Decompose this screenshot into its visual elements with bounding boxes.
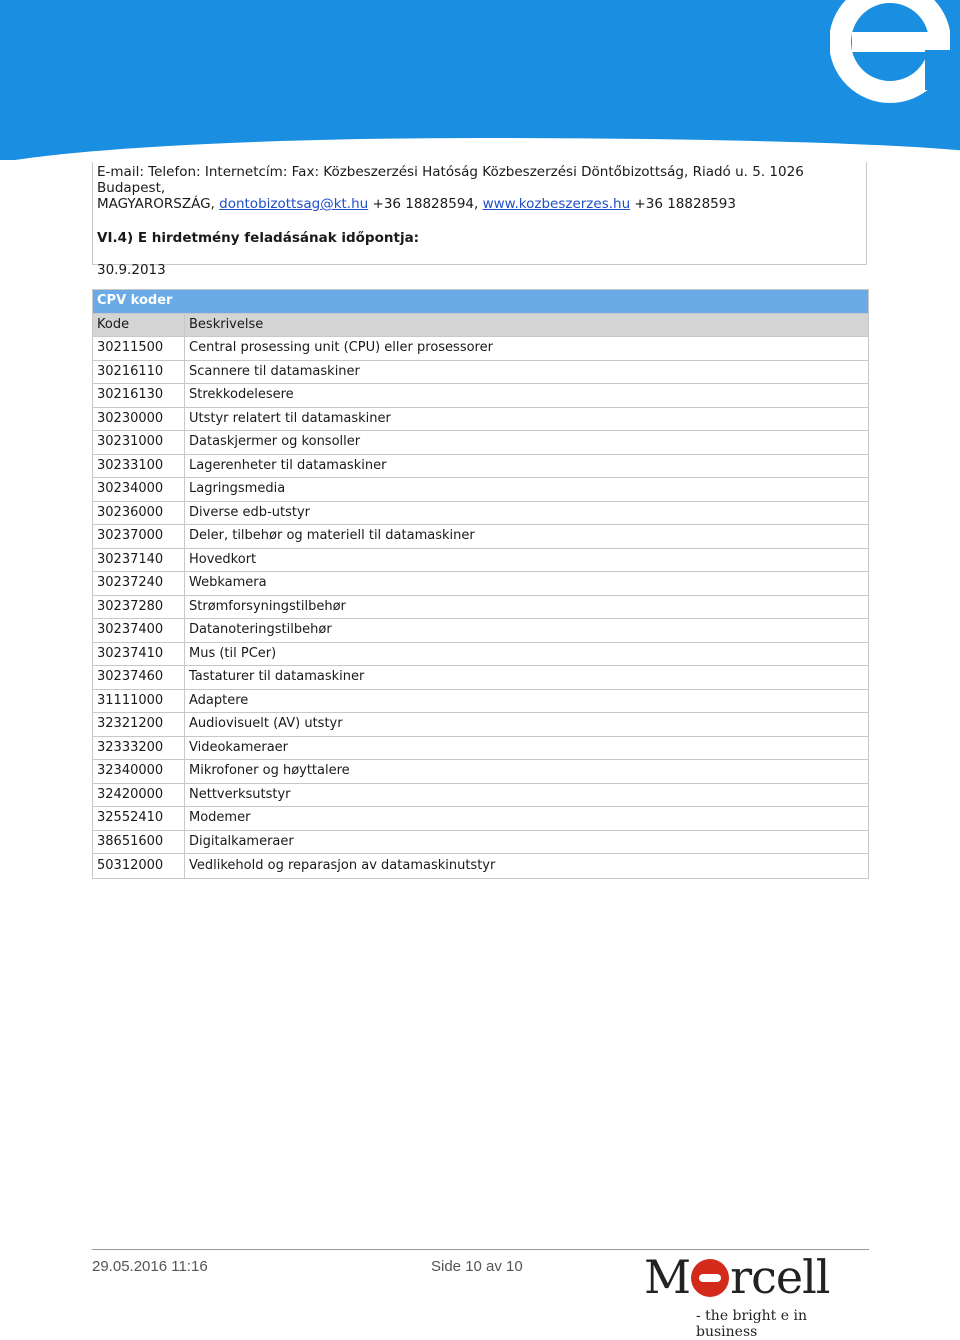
cpv-description-cell: Lagringsmedia <box>185 478 869 502</box>
cpv-description-cell: Utstyr relatert til datamaskiner <box>185 407 869 431</box>
cpv-code-cell: 30237410 <box>93 642 185 666</box>
cpv-code-cell: 30216130 <box>93 384 185 408</box>
cpv-title-row <box>93 290 869 314</box>
table-row <box>93 595 869 619</box>
table-row <box>93 783 869 807</box>
mercell-logo <box>644 1250 864 1340</box>
cpv-description-cell: Vedlikehold og reparasjon av datamaskinutstyr <box>185 854 869 879</box>
cpv-table <box>92 289 869 879</box>
cpv-description-cell: Digitalkameraer <box>185 830 869 854</box>
country-text: MAGYARORSZÁG, <box>97 196 220 212</box>
cpv-code-cell: 30237000 <box>93 525 185 549</box>
cpv-code-cell: 30230000 <box>93 407 185 431</box>
red-e-icon <box>691 1259 729 1297</box>
cpv-description-cell: Adaptere <box>185 689 869 713</box>
cpv-code-cell: 30237240 <box>93 572 185 596</box>
cpv-code-cell: 32420000 <box>93 783 185 807</box>
cpv-code-cell: 30216110 <box>93 360 185 384</box>
cpv-description-cell: Mus (til PCer) <box>185 642 869 666</box>
cpv-code-cell: 30234000 <box>93 478 185 502</box>
mercell-wordmark <box>644 1252 830 1302</box>
cpv-description-cell: Deler, tilbehør og materiell til datamaskiner <box>185 525 869 549</box>
cpv-description-cell: Central prosessing unit (CPU) eller prosessorer <box>185 337 869 361</box>
cpv-code-cell: 32552410 <box>93 807 185 831</box>
phone-text: +36 18828594, <box>368 196 483 212</box>
email-link[interactable]: dontobizottsag@kt.hu <box>219 196 369 212</box>
table-row <box>93 642 869 666</box>
cpv-header-row <box>93 313 869 337</box>
cpv-code-cell: 31111000 <box>93 689 185 713</box>
cpv-description-cell: Audiovisuelt (AV) utstyr <box>185 713 869 737</box>
table-row <box>93 736 869 760</box>
table-row <box>93 854 869 879</box>
header-banner <box>0 0 960 160</box>
table-row <box>93 572 869 596</box>
table-row <box>93 360 869 384</box>
table-row <box>93 384 869 408</box>
cpv-code-cell: 50312000 <box>93 854 185 879</box>
cpv-code-cell: 30237140 <box>93 548 185 572</box>
cpv-code-cell: 30237280 <box>93 595 185 619</box>
fax-text: +36 18828593 <box>630 196 736 212</box>
cpv-description-cell: Lagerenheter til datamaskiner <box>185 454 869 478</box>
contact-line-2 <box>97 196 862 212</box>
table-row <box>93 431 869 455</box>
contact-info-box <box>92 162 867 278</box>
table-row <box>93 760 869 784</box>
cpv-code-cell: 30233100 <box>93 454 185 478</box>
contact-line-1: E-mail: Telefon: Internetcím: Fax: Közbeszerzési Hatóság Közbeszerzési Döntőbizottság, Riadó u. 5. 1026 Budapest, <box>97 164 804 196</box>
cpv-description-cell: Mikrofoner og høyttalere <box>185 760 869 784</box>
column-header-code: Kode <box>93 313 185 337</box>
cpv-description-cell: Strekkodelesere <box>185 384 869 408</box>
table-row <box>93 619 869 643</box>
website-link[interactable]: www.kozbeszerzes.hu <box>482 196 631 212</box>
cpv-description-cell: Strømforsyningstilbehør <box>185 595 869 619</box>
cpv-description-cell: Webkamera <box>185 572 869 596</box>
cpv-title: CPV koder <box>93 290 869 314</box>
cpv-description-cell: Tastaturer til datamaskiner <box>185 666 869 690</box>
footer-timestamp: 29.05.2016 11:16 <box>92 1258 208 1275</box>
banner-curve <box>0 138 960 160</box>
table-row <box>93 830 869 854</box>
cpv-code-cell: 38651600 <box>93 830 185 854</box>
cpv-code-cell: 30237400 <box>93 619 185 643</box>
mercell-tagline: - the bright e in business <box>696 1308 807 1340</box>
footer-page-number: Side 10 av 10 <box>431 1258 523 1275</box>
cpv-description-cell: Modemer <box>185 807 869 831</box>
cpv-description-cell: Dataskjermer og konsoller <box>185 431 869 455</box>
cpv-description-cell: Datanoteringstilbehør <box>185 619 869 643</box>
cpv-code-cell: 32333200 <box>93 736 185 760</box>
table-row <box>93 807 869 831</box>
table-row <box>93 666 869 690</box>
table-row <box>93 525 869 549</box>
table-row <box>93 478 869 502</box>
table-row <box>93 407 869 431</box>
cpv-description-cell: Videokameraer <box>185 736 869 760</box>
cpv-code-cell: 30236000 <box>93 501 185 525</box>
table-row <box>93 454 869 478</box>
cpv-description-cell: Scannere til datamaskiner <box>185 360 869 384</box>
brand-suffix: rcell <box>730 1250 830 1304</box>
brand-prefix: M <box>644 1250 691 1304</box>
table-row <box>93 713 869 737</box>
column-header-description: Beskrivelse <box>185 313 869 337</box>
cpv-description-cell: Diverse edb-utstyr <box>185 501 869 525</box>
table-row <box>93 548 869 572</box>
cpv-code-cell: 32321200 <box>93 713 185 737</box>
table-row <box>93 689 869 713</box>
cpv-description-cell: Nettverksutstyr <box>185 783 869 807</box>
cpv-code-cell: 32340000 <box>93 760 185 784</box>
notice-date: 30.9.2013 <box>97 262 166 278</box>
cpv-code-cell: 30211500 <box>93 337 185 361</box>
notice-date-heading: VI.4) E hirdetmény feladásának időpontja: <box>97 230 420 246</box>
cpv-code-cell: 30231000 <box>93 431 185 455</box>
e-logo-icon <box>830 0 950 115</box>
table-row <box>93 337 869 361</box>
table-row <box>93 501 869 525</box>
cpv-description-cell: Hovedkort <box>185 548 869 572</box>
cpv-code-cell: 30237460 <box>93 666 185 690</box>
